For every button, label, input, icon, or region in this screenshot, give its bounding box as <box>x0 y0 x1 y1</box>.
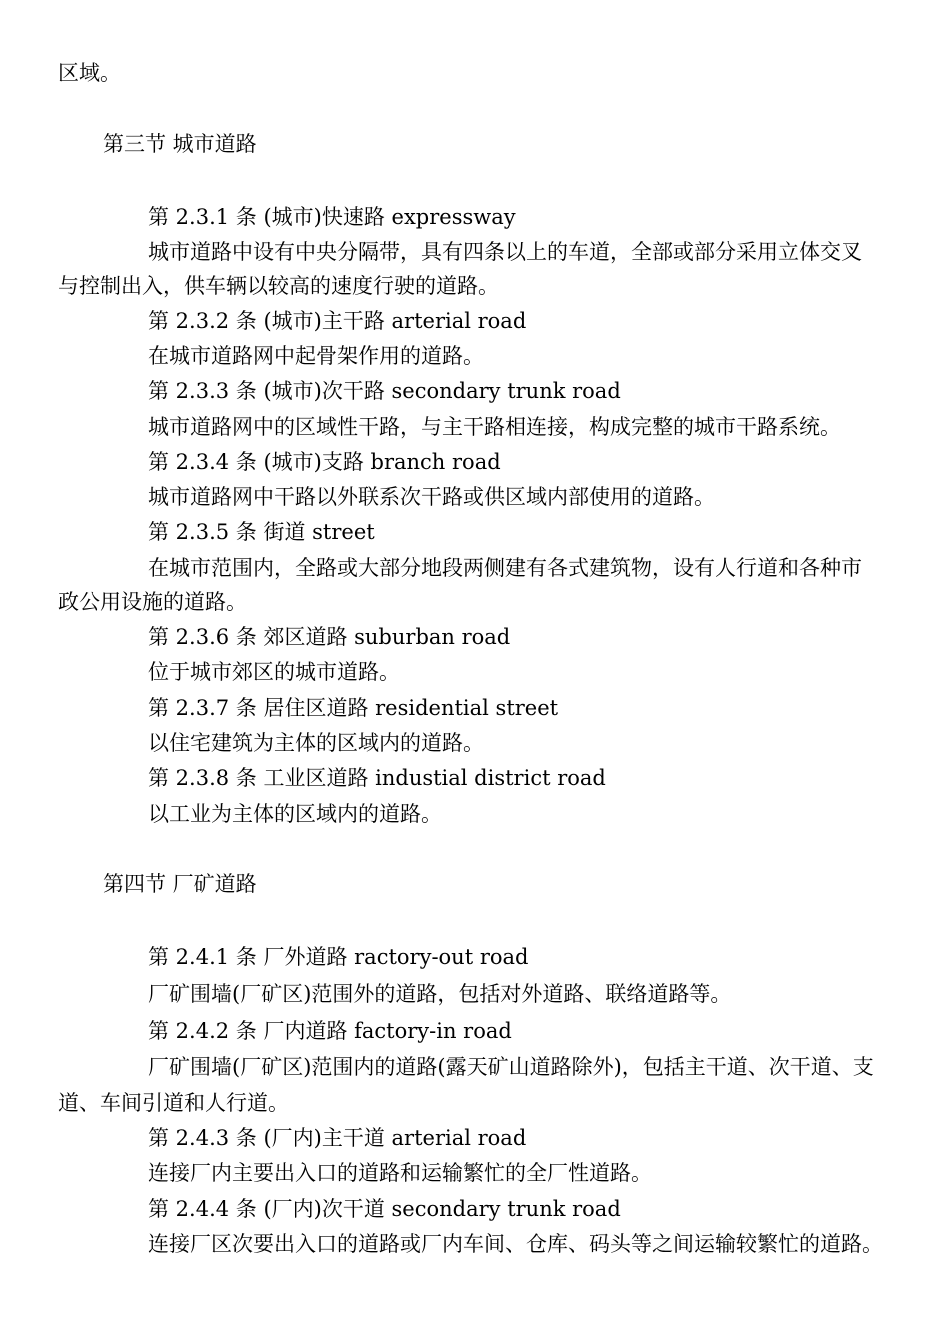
clause-body: 连接厂内主要出入口的道路和运输繁忙的全厂性道路。 <box>148 1161 652 1185</box>
clause-body: 连接厂区次要出入口的道路或厂内车间、仓库、码头等之间运输较繁忙的道路。 <box>148 1232 883 1256</box>
clause-body: 道、车间引道和人行道。 <box>58 1091 289 1115</box>
clause-body: 城市道路网中干路以外联系次干路或供区域内部使用的道路。 <box>148 485 715 509</box>
clause-body: 以住宅建筑为主体的区域内的道路。 <box>148 731 484 755</box>
clause-body: 在城市道路网中起骨架作用的道路。 <box>148 344 484 368</box>
clause-body: 厂矿围墙(厂矿区)范围外的道路，包括对外道路、联络道路等。 <box>148 982 732 1006</box>
clause-body: 城市道路网中的区域性干路，与主干路相连接，构成完整的城市干路系统。 <box>148 415 841 439</box>
clause-body: 厂矿围墙(厂矿区)范围内的道路(露天矿山道路除外)，包括主干道、次干道、支 <box>148 1055 874 1079</box>
clause-body: 与控制出入，供车辆以较高的速度行驶的道路。 <box>58 274 499 298</box>
clause-title: 第 2.4.4 条 (厂内)次干道 secondary trunk road <box>148 1197 621 1221</box>
clause-title: 第 2.4.1 条 厂外道路 ractory-out road <box>148 945 529 969</box>
intro-tail: 区域。 <box>58 61 121 85</box>
clause-title: 第 2.4.3 条 (厂内)主干道 arterial road <box>148 1126 527 1150</box>
clause-body: 位于城市郊区的城市道路。 <box>148 660 400 684</box>
section-heading: 第四节 厂矿道路 <box>103 872 257 896</box>
clause-title: 第 2.3.6 条 郊区道路 suburban road <box>148 625 511 649</box>
clause-title: 第 2.4.2 条 厂内道路 factory-in road <box>148 1019 512 1043</box>
clause-title: 第 2.3.3 条 (城市)次干路 secondary trunk road <box>148 379 621 403</box>
clause-body: 政公用设施的道路。 <box>58 590 247 614</box>
clause-title: 第 2.3.5 条 街道 street <box>148 520 375 544</box>
section-heading: 第三节 城市道路 <box>103 132 257 156</box>
clause-title: 第 2.3.1 条 (城市)快速路 expressway <box>148 205 516 229</box>
clause-body: 以工业为主体的区域内的道路。 <box>148 802 442 826</box>
clause-body: 在城市范围内，全路或大部分地段两侧建有各式建筑物，设有人行道和各种市 <box>148 556 862 580</box>
clause-body: 城市道路中设有中央分隔带，具有四条以上的车道，全部或部分采用立体交叉 <box>148 240 862 264</box>
clause-title: 第 2.3.2 条 (城市)主干路 arterial road <box>148 309 527 333</box>
clause-title: 第 2.3.4 条 (城市)支路 branch road <box>148 450 501 474</box>
clause-title: 第 2.3.8 条 工业区道路 industial district road <box>148 766 606 790</box>
clause-title: 第 2.3.7 条 居住区道路 residential street <box>148 696 559 720</box>
